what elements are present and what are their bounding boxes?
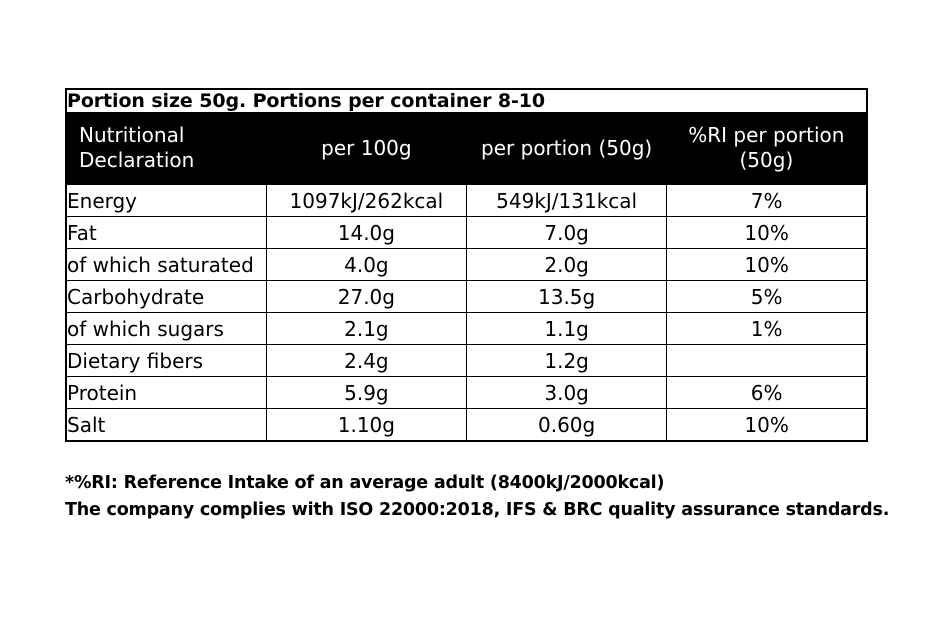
column-header-row [66, 113, 867, 186]
row-ri: 10% [667, 217, 867, 249]
row-per-portion: 13.5g [467, 281, 667, 313]
row-per-100g: 27.0g [266, 281, 466, 313]
row-ri: 10% [667, 249, 867, 281]
row-ri: 10% [667, 409, 867, 442]
row-ri: 7% [667, 185, 867, 217]
row-per-portion: 1.2g [467, 345, 667, 377]
table-row [66, 409, 867, 442]
table-row [66, 377, 867, 409]
row-per-100g: 2.1g [266, 313, 466, 345]
table-row [66, 281, 867, 313]
portion-size-text: Portion size 50g. Portions per container 8-10 [66, 89, 867, 113]
row-label: Fat [66, 217, 266, 249]
table-body [66, 185, 867, 441]
row-per-100g: 4.0g [266, 249, 466, 281]
row-label: Carbohydrate [66, 281, 266, 313]
table-row [66, 249, 867, 281]
row-per-100g: 14.0g [266, 217, 466, 249]
row-label: Energy [66, 185, 266, 217]
row-ri: 5% [667, 281, 867, 313]
table-row [66, 313, 867, 345]
row-per-100g: 1.10g [266, 409, 466, 442]
row-per-100g: 5.9g [266, 377, 466, 409]
footnotes [65, 470, 895, 524]
row-per-portion: 2.0g [467, 249, 667, 281]
row-label: Salt [66, 409, 266, 442]
table-header [66, 89, 867, 185]
row-ri: 6% [667, 377, 867, 409]
nutrition-table [65, 88, 868, 442]
footnote-reference-intake: *%RI: Reference Intake of an average adult (8400kJ/2000kcal) [65, 473, 665, 493]
column-header-ri-per-portion: %RI per portion (50g) [667, 113, 867, 186]
nutrition-panel [65, 88, 868, 442]
row-label: Dietary fibers [66, 345, 266, 377]
table-row [66, 217, 867, 249]
row-label: of which sugars [66, 313, 266, 345]
table-row [66, 185, 867, 217]
row-per-100g: 1097kJ/262kcal [266, 185, 466, 217]
row-per-portion: 1.1g [467, 313, 667, 345]
row-ri [667, 345, 867, 377]
row-per-portion: 7.0g [467, 217, 667, 249]
row-per-portion: 0.60g [467, 409, 667, 442]
row-per-portion: 3.0g [467, 377, 667, 409]
column-header-per-portion: per portion (50g) [467, 113, 667, 186]
row-per-portion: 549kJ/131kcal [467, 185, 667, 217]
row-label: Protein [66, 377, 266, 409]
row-per-100g: 2.4g [266, 345, 466, 377]
portion-banner-row [66, 89, 867, 113]
table-row [66, 345, 867, 377]
column-header-declaration: Nutritional Declaration [66, 113, 266, 186]
footnote-quality-standards: The company complies with ISO 22000:2018, IFS & BRC quality assurance standards. [65, 500, 890, 521]
row-label: of which saturated [66, 249, 266, 281]
row-ri: 1% [667, 313, 867, 345]
column-header-per-100g: per 100g [266, 113, 466, 186]
